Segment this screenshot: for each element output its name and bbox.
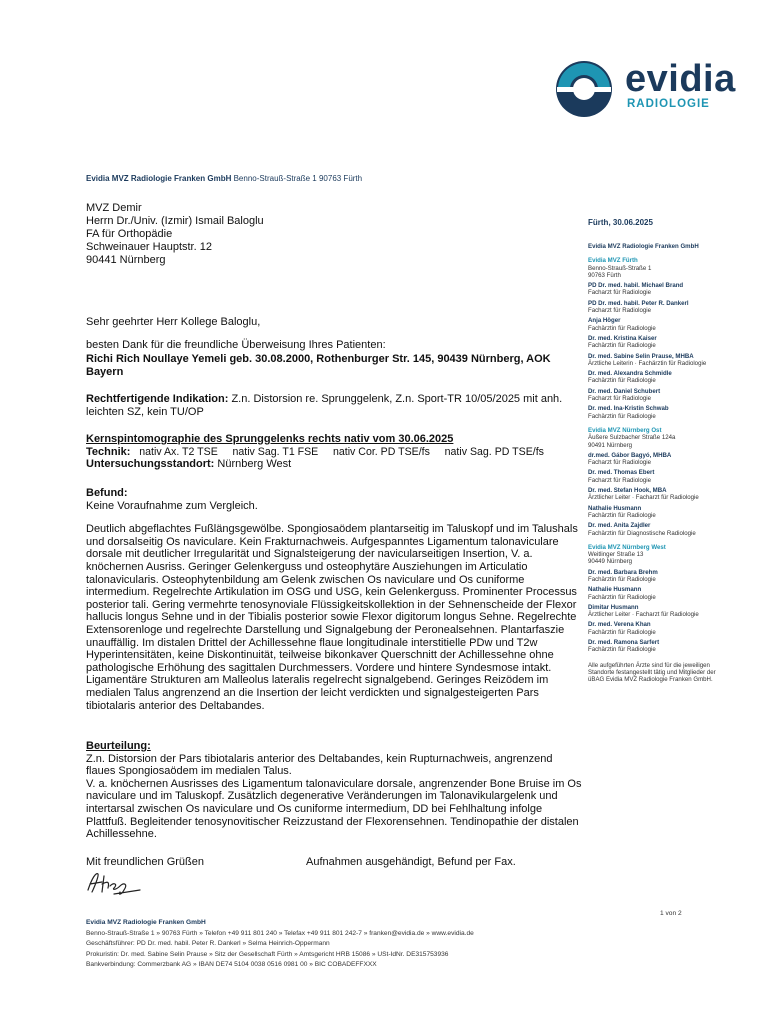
sidebar-doctor-title: Fachärztin für Radiologie (588, 628, 656, 636)
sidebar-doctor-name: Dr. med. Stefan Hook, MBA (588, 487, 667, 495)
sidebar-doctor-name: Nathalie Husmann (588, 586, 642, 594)
recipient-line: Herrn Dr./Univ. (Izmir) Ismail Baloglu (86, 215, 264, 227)
sidebar-site-name: Evidia MVZ Nürnberg West (588, 543, 666, 551)
sidebar-site-name: Evidia MVZ Fürth (588, 257, 638, 265)
sidebar-doctor-title: Fachärztin für Radiologie (588, 342, 656, 350)
sidebar-doctor-name: Dr. med. Thomas Ebert (588, 469, 655, 477)
sidebar-doctor-title: Ärztlicher Leiter · Facharzt für Radiologie (588, 494, 699, 502)
sidebar-site-address: 90449 Nürnberg (588, 558, 633, 566)
recipient-line: 90441 Nürnberg (86, 254, 166, 266)
recipient-line: MVZ Demir (86, 202, 142, 214)
fax-note: Aufnahmen ausgehändigt, Befund per Fax. (306, 856, 516, 868)
recipient-line: Schweinauer Hauptstr. 12 (86, 241, 212, 253)
sidebar-site-address: Weitlinger Straße 13 (588, 551, 644, 559)
sidebar-doctor-name: Dr. med. Ina-Kristin Schwab (588, 405, 669, 413)
sidebar-doctor-name: Anja Höger (588, 317, 621, 325)
sidebar-doctor-title: Fachärztin für Diagnostische Radiologie (588, 529, 696, 537)
sidebar-doctor-title: Fachärztin für Radiologie (588, 575, 656, 583)
sidebar-doctor-name: Nathalie Husmann (588, 504, 642, 512)
sidebar-doctor-name: PD Dr. med. habil. Peter R. Dankerl (588, 299, 689, 307)
sender-org: Evidia MVZ Radiologie Franken GmbH (86, 174, 232, 183)
sidebar-doctor-title: Facharzt für Radiologie (588, 476, 651, 484)
sidebar-doctor-name: dr.med. Gábor Bagyó, MHBA (588, 451, 672, 459)
sidebar-doctor-title: Fachärztin für Radiologie (588, 593, 656, 601)
logo-mark-icon (555, 60, 613, 118)
sidebar-doctors (588, 243, 728, 684)
footer-line: Prokuristin: Dr. med. Sabine Selin Prause » Sitz der Gesellschaft Fürth » Amtsgericht HRB 15086 » USt-IdNr. DE315753936 (86, 950, 449, 958)
thanks-line: besten Dank für die freundliche Überweisung Ihres Patienten: (86, 339, 386, 351)
sidebar-doctor-name: Dr. med. Sabine Selin Prause, MHBA (588, 352, 694, 360)
beurteilung-p2: V. a. knöchernen Ausrisses des Ligamentum talonaviculare dorsale, angrenzender Bone Bruise im Os naviculare und im Taluskopf. Zusätzlich degenerative Veränderungen im Talonavikulargelenk und intertarsal zwischen Os naviculare und Os cuniforme intermedium, DD bei Fehlhaltung infolge Plattfuß. Begleitender tenosynovitischer Reizzustand der Flexorensehnen. Tendinopathie der distalen Achillessehne. (86, 777, 582, 841)
sidebar-doctor-name: Dr. med. Daniel Schubert (588, 387, 661, 395)
recipient-address (86, 202, 264, 267)
sidebar-doctor-name: Dimitar Husmann (588, 603, 639, 611)
footer-org: Evidia MVZ Radiologie Franken GmbH (86, 919, 206, 926)
sidebar-site-address: 90763 Fürth (588, 271, 621, 279)
footer-line: Bankverbindung: Commerzbank AG » IBAN DE74 5104 0038 0516 0981 00 » BIC COBADEFFXXX (86, 961, 377, 969)
sender-line (86, 174, 362, 183)
indication-text: Z.n. Distorsion re. Sprunggelenk, Z.n. Sport-TR 10/05/2025 mit anh. leichten SZ, kein TU/OP (86, 393, 563, 418)
sidebar-site-name: Evidia MVZ Nürnberg Ost (588, 426, 662, 434)
befund-text: Deutlich abgeflachtes Fußlängsgewölbe. Spongiosaödem plantarseitig im Taluskopf und im Talushals und dorsalseitig Os naviculare. Kein Frakturnachweis. Aufgespanntes Ligamentum talonaviculare dorsale mit deutlicher Irregularität und Signalsteigerung der navicularseitigen Insertion, V. a. knöchernen Ausriss. Geringer Gelenkerguss und osteophytäre Ausziehungen im Articulatio talonavicularis. Osteophytenbildung am Gelenk zwischen Os naviculare und Os cuniforme intermedium. Regelrechte Artikulation im OSG und USG, kein Gelenkerguss. Prominenter Processus posterior tali. Gering vermehrte tenosynoviale Flüssigkeitskollektion in der Sehnenscheide der Flexor hallucis longus Sehne und in der Tibialis posterior sowie Flexor digitorum longus Sehne. Regelrechte Extensorenloge und regelrechte Darstellung und Signalgebung der Peronealsehnen. Plantarfaszie unauffällig. Im distalen Drittel der Achillessehne flaue longitudinale interstitielle PDw und T2w Hyperintensitäten, keine Diskontinuität, teilweise bikonkaver Querschnitt der Achillessehne ohne pathologische Erhöhung des sagittalen Durchmessers. Vordere und hintere Syndesmose intakt. Ligamentäre Strukturen am Malleolus lateralis regelrecht signalgebend. Geringes Reizödem im medialen Talus angrenzend an die Insertion der leicht verdickten und signalgesteigerten Pars tibiotalaris anterior des Deltabandes. (86, 523, 578, 712)
beurteilung-p1: Z.n. Distorsion der Pars tibiotalaris anterior des Deltabandes, kein Rupturnachweis, angrenzend flaues Spongiosaödem im medialen Talus. (86, 752, 553, 778)
sidebar-doctor-name: Dr. med. Verena Khan (588, 621, 651, 629)
page-number: 1 von 2 (660, 910, 682, 917)
sidebar-site-address: Äußere Sulzbacher Straße 124a (588, 434, 676, 442)
sidebar-doctor-title: Fachärztin für Radiologie (588, 412, 656, 420)
site-label: Untersuchungsstandort: (86, 458, 215, 471)
technique-text: nativ Ax. T2 TSE nativ Sag. T1 FSE nativ Cor. PD TSE/fs nativ Sag. PD TSE/fs (130, 445, 544, 458)
befund-label: Befund: (86, 487, 128, 499)
sidebar-doctor-title: Fachärztin für Radiologie (588, 511, 656, 519)
company-logo (555, 58, 736, 120)
sender-address: Benno-Strauß-Straße 1 90763 Fürth (233, 174, 363, 183)
exam-title: Kernspintomographie des Sprunggelenks rechts nativ vom 30.06.2025 (86, 433, 454, 445)
recipient-line: FA für Orthopädie (86, 228, 173, 240)
sidebar-org: Evidia MVZ Radiologie Franken GmbH (588, 243, 699, 250)
sidebar-doctor-name: Dr. med. Kristina Kaiser (588, 334, 657, 342)
signature-image (84, 868, 144, 898)
letter-date: Fürth, 30.06.2025 (588, 218, 653, 227)
sidebar-site-address: Benno-Strauß-Straße 1 (588, 264, 652, 272)
sidebar-doctor-name: PD Dr. med. habil. Michael Brand (588, 282, 684, 290)
beurteilung-label: Beurteilung: (86, 740, 151, 752)
sidebar-doctor-title: Facharzt für Radiologie (588, 289, 651, 297)
beurteilung-section (86, 740, 584, 841)
sidebar-doctor-name: Dr. med. Ramona Sarfert (588, 639, 660, 647)
sidebar-doctor-title: Ärztliche Leiterin · Fachärztin für Radiologie (588, 359, 707, 367)
greeting: Sehr geehrter Herr Kollege Baloglu, (86, 316, 261, 328)
sidebar-doctor-title: Fachärztin für Radiologie (588, 377, 656, 385)
befund-first-line: Keine Voraufnahme zum Vergleich. (86, 499, 258, 512)
logo-subtitle: RADIOLOGIE (627, 98, 710, 110)
sidebar-doctor-name: Dr. med. Anita Zajdler (588, 522, 651, 530)
logo-name: evidia (625, 58, 736, 100)
closing: Mit freundlichen Grüßen (86, 856, 204, 868)
indication-label: Rechtfertigende Indikation: (86, 393, 229, 405)
sidebar-doctor-title: Fachärztin für Radiologie (588, 646, 656, 654)
sidebar-doctor-title: Ärztlicher Leiter · Facharzt für Radiologie (588, 611, 699, 619)
befund-section (86, 487, 584, 712)
sidebar-site-address: 90491 Nürnberg (588, 441, 633, 449)
patient-info: Richi Rich Noullaye Yemeli geb. 30.08.2000, Rothenburger Str. 145, 90439 Nürnberg, AOK Bayern (86, 353, 551, 378)
sidebar-doctor-title: Facharzt für Radiologie (588, 459, 651, 467)
footer-line: Benno-Strauß-Straße 1 » 90763 Fürth » Telefon +49 911 801 240 » Telefax +49 911 801 242-7 » franken@evidia.de » www.evidia.de (86, 929, 474, 937)
sidebar-doctor-name: Dr. med. Alexandra Schmidle (588, 370, 672, 378)
site-text: Nürnberg West (214, 458, 292, 471)
exam-header (86, 433, 596, 471)
sidebar-doctor-name: Dr. med. Barbara Brehm (588, 568, 658, 576)
footer-line: Geschäftsführer: PD Dr. med. habil. Peter R. Dankerl » Selma Heinrich-Oppermann (86, 940, 330, 948)
indication (86, 393, 586, 418)
sidebar-note: Alle aufgeführten Ärzte sind für die jeweiligen Standorte festangestellt tätig und Mitglieder der üBAG Evidia MVZ Radiologie Franken GmbH. (588, 661, 716, 684)
footer (86, 918, 474, 971)
sidebar-doctor-title: Facharzt für Radiologie (588, 307, 651, 315)
sidebar-doctor-title: Facharzt für Radiologie (588, 395, 651, 403)
technique-label: Technik: (86, 445, 131, 458)
sidebar-doctor-title: Fachärztin für Radiologie (588, 324, 656, 332)
